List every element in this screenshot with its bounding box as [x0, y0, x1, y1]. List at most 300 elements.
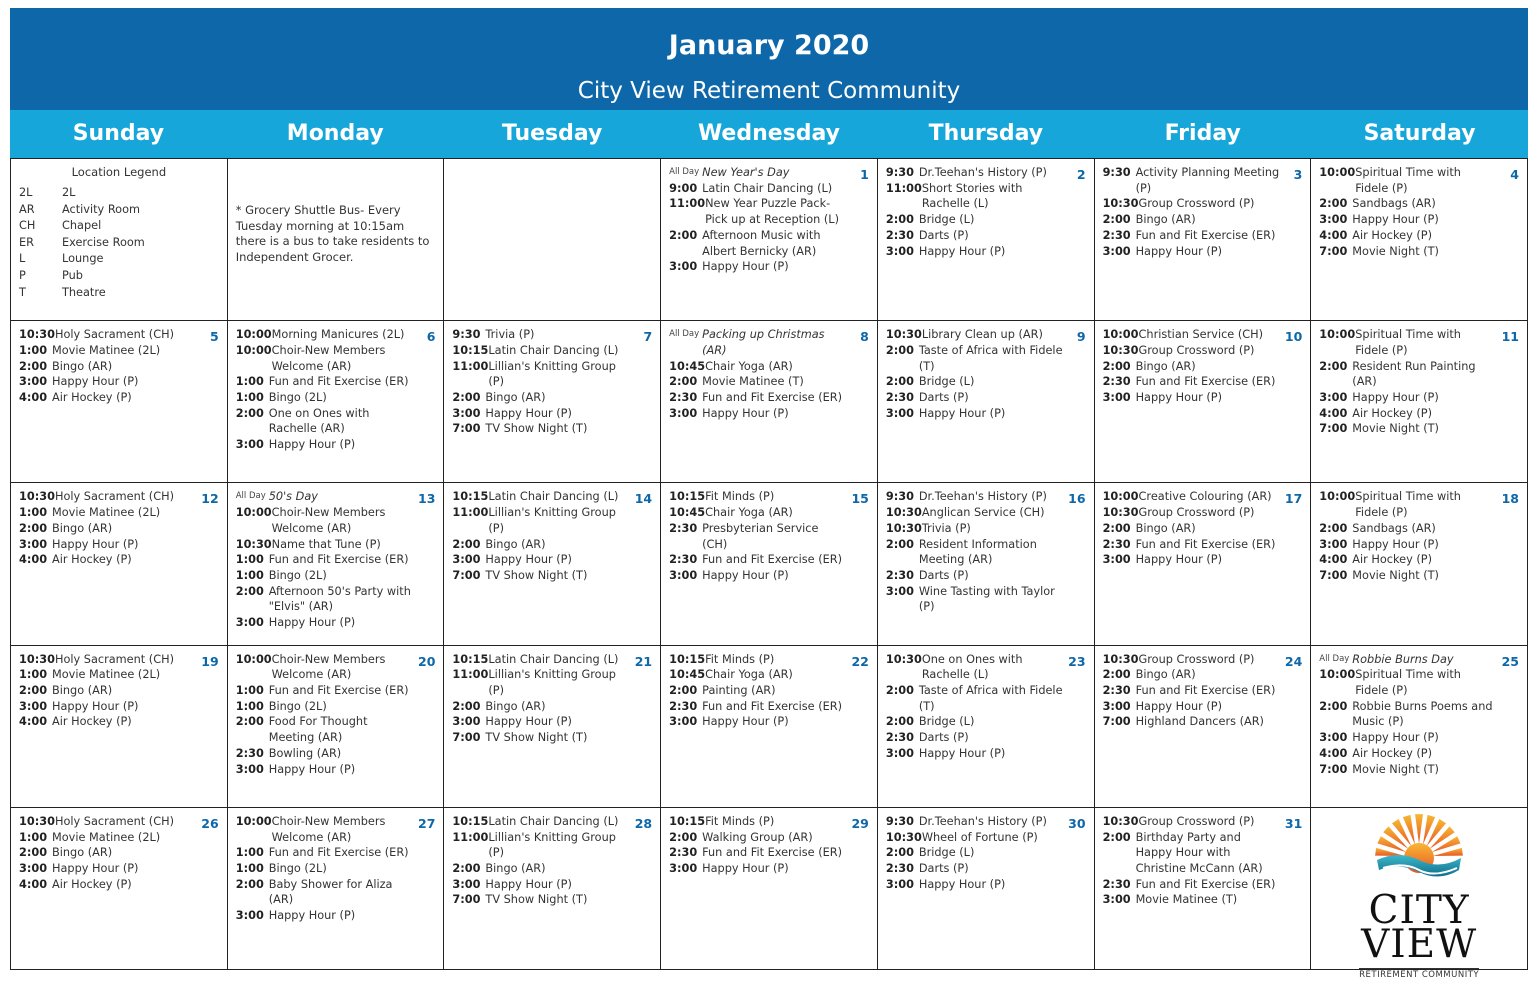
event-time: 3:00 — [1102, 893, 1131, 907]
event-row — [886, 327, 1086, 343]
event-time: 11:00 — [452, 830, 489, 844]
day-cell-22 — [661, 646, 878, 808]
day-number: 11 — [1501, 329, 1519, 345]
event-name: Darts (P) — [918, 731, 969, 745]
event-name: Chair Yoga (AR) — [705, 359, 793, 373]
sun-logo-icon — [1369, 810, 1469, 890]
event-time: 10:30 — [885, 652, 922, 666]
event-time: 7:00 — [1319, 762, 1348, 776]
event-row — [19, 327, 219, 343]
event-row — [669, 667, 869, 683]
day-number: 23 — [1068, 653, 1086, 669]
event-time: 2:00 — [19, 359, 48, 373]
event-row — [669, 259, 869, 275]
event-name: Happy Hour (P) — [268, 616, 356, 630]
event-name: Movie Night (T) — [1352, 568, 1439, 582]
legend-row — [19, 218, 219, 235]
event-name: Fit Minds (P) — [705, 490, 775, 504]
day-number: 3 — [1293, 167, 1303, 182]
event-row — [669, 181, 869, 197]
event-name: Bingo (2L) — [268, 699, 327, 713]
event-time: 10:15 — [669, 814, 706, 828]
event-row — [236, 699, 436, 715]
day-cell-30 — [878, 808, 1095, 970]
event-time: 2:30 — [669, 846, 698, 860]
event-row — [886, 845, 1086, 861]
event-row — [1319, 327, 1519, 358]
event-row — [1319, 165, 1519, 196]
event-name: Bridge (L) — [918, 375, 975, 389]
event-row — [886, 714, 1086, 730]
event-name: Taste of Africa with Fidele (T) — [918, 684, 1063, 713]
day-number: 6 — [426, 329, 436, 345]
event-row — [236, 861, 436, 877]
event-row — [452, 667, 652, 698]
legend-row — [19, 285, 219, 302]
event-time: 10:30 — [1102, 814, 1139, 828]
event-name: Air Hockey (P) — [1352, 406, 1432, 420]
event-name: Movie Matinee (2L) — [52, 506, 161, 520]
event-row — [19, 830, 219, 846]
event-row — [1319, 762, 1519, 778]
event-name: One on Ones with Rachelle (L) — [921, 652, 1023, 682]
shuttle-note-cell — [228, 159, 445, 321]
event-name: Spiritual Time with Fidele (P) — [1355, 490, 1461, 520]
event-name: Activity Planning Meeting (P) — [1135, 166, 1280, 195]
legend-code: P — [19, 268, 26, 282]
event-row — [669, 683, 869, 699]
event-name: Happy Hour (P) — [485, 553, 572, 567]
day-cell-4 — [1311, 159, 1528, 321]
event-name: Bridge (L) — [918, 846, 975, 860]
event-time: 4:00 — [19, 391, 48, 404]
event-name: Bingo (AR) — [52, 684, 113, 697]
event-name: Robbie Burns Day — [1352, 652, 1454, 666]
event-name: Taste of Africa with Fidele (T) — [918, 343, 1063, 373]
event-row — [452, 327, 652, 343]
event-name: Fun and Fit Exercise (ER) — [268, 553, 409, 567]
event-row — [452, 730, 652, 746]
event-time: 2:00 — [452, 861, 481, 875]
event-time: 9:30 — [885, 166, 914, 179]
event-row — [1103, 537, 1303, 553]
event-time: 9:00 — [669, 181, 698, 195]
event-name: Movie Night (T) — [1352, 422, 1439, 436]
event-time: 2:00 — [669, 228, 698, 242]
event-time: 10:15 — [669, 652, 706, 666]
event-name: Happy Hour (P) — [702, 715, 789, 729]
event-row — [886, 814, 1086, 830]
event-row — [452, 390, 652, 406]
day-cell-2 — [878, 159, 1095, 321]
event-time: 2:30 — [885, 731, 914, 745]
event-time: 2:00 — [1102, 359, 1131, 373]
event-name: Choir-New Members Welcome (AR) — [271, 343, 386, 373]
weekday-saturday: Saturday — [1363, 121, 1476, 146]
event-name: Fun and Fit Exercise (ER) — [702, 846, 843, 860]
event-name: Choir-New Members Welcome (AR) — [271, 506, 386, 535]
event-time: 3:00 — [19, 699, 48, 713]
event-time: 10:30 — [1102, 197, 1139, 211]
event-row — [669, 489, 869, 505]
calendar-subtitle: City View Retirement Community — [577, 78, 961, 104]
day-number: 10 — [1284, 329, 1303, 345]
event-row — [886, 830, 1086, 846]
day-number: 13 — [418, 491, 436, 507]
event-time: 10:15 — [452, 814, 489, 828]
event-name: Latin Chair Dancing (L) — [488, 652, 619, 666]
day-cell-31 — [1095, 808, 1312, 970]
event-name: Bingo (AR) — [1135, 359, 1196, 373]
day-number: 4 — [1510, 167, 1519, 182]
legend-location: Pub — [62, 268, 83, 282]
event-row — [886, 652, 1086, 683]
event-time: 2:30 — [885, 568, 914, 582]
event-time: 10:00 — [235, 343, 272, 357]
event-name: New Year's Day — [702, 166, 790, 179]
event-row — [19, 521, 219, 537]
event-name: Fun and Fit Exercise (ER) — [268, 375, 409, 389]
event-time: All Day — [235, 491, 266, 502]
event-time: 2:00 — [1102, 521, 1131, 535]
event-name: Happy Hour (P) — [1135, 391, 1223, 404]
weekday-tuesday: Tuesday — [501, 121, 603, 146]
event-row — [669, 714, 869, 730]
event-name: Movie Matinee (2L) — [52, 668, 161, 682]
event-row — [1103, 359, 1303, 375]
event-name: Happy Hour (P) — [702, 568, 789, 582]
event-name: Dr.Teehan's History (P) — [918, 166, 1047, 179]
event-name: Sandbags (AR) — [1352, 521, 1436, 535]
event-name: Morning Manicures (2L) — [271, 328, 405, 342]
event-row — [236, 374, 436, 390]
day-cell-3 — [1095, 159, 1312, 321]
day-number: 12 — [201, 491, 219, 507]
event-name: Spiritual Time with Fidele (P) — [1355, 668, 1461, 697]
event-time: 1:00 — [235, 861, 264, 875]
day-cell-29 — [661, 808, 878, 970]
event-time: 2:00 — [235, 406, 264, 420]
event-time: 1:00 — [235, 391, 264, 404]
event-row — [19, 845, 219, 861]
event-row — [669, 552, 869, 568]
day-number: 15 — [851, 491, 869, 507]
event-row — [1319, 196, 1519, 212]
event-row — [1103, 505, 1303, 521]
event-name: Happy Hour (P) — [1352, 213, 1439, 227]
event-time: 2:00 — [452, 391, 481, 404]
event-name: Happy Hour (P) — [268, 438, 356, 452]
day-cell-21 — [444, 646, 661, 808]
event-row — [452, 714, 652, 730]
event-row — [886, 683, 1086, 714]
legend-code: L — [19, 252, 26, 266]
event-time: 11:00 — [452, 506, 489, 520]
event-name: Lillian's Knitting Group (P) — [488, 830, 616, 860]
event-row — [1103, 489, 1303, 505]
event-time: 4:00 — [1319, 228, 1348, 242]
event-name: Darts (P) — [918, 391, 969, 404]
event-row — [236, 537, 436, 553]
event-time: 1:00 — [235, 553, 264, 567]
event-name: Creative Colouring (AR) — [1138, 490, 1272, 504]
event-time: 10:00 — [1102, 328, 1139, 342]
event-name: Spiritual Time with Fidele (P) — [1355, 328, 1461, 357]
event-time: 10:30 — [235, 537, 272, 551]
event-row — [886, 861, 1086, 877]
event-row — [886, 181, 1086, 212]
event-row — [1319, 699, 1519, 730]
event-name: Presbyterian Service (CH) — [702, 521, 819, 551]
event-time: 11:00 — [669, 197, 706, 211]
event-row — [236, 714, 436, 745]
day-cell-13 — [228, 483, 445, 645]
event-name: Air Hockey (P) — [52, 877, 132, 891]
event-time: 2:00 — [235, 877, 264, 891]
day-number: 18 — [1501, 491, 1519, 507]
event-time: 2:00 — [885, 375, 914, 389]
event-row — [452, 652, 652, 668]
event-time: 1:00 — [235, 699, 264, 713]
event-time: 2:00 — [669, 375, 698, 389]
event-name: Group Crossword (P) — [1138, 197, 1255, 211]
event-name: Bingo (AR) — [1135, 521, 1196, 535]
event-name: Happy Hour (P) — [702, 406, 789, 420]
event-row — [669, 845, 869, 861]
event-time: 10:30 — [885, 830, 922, 844]
event-name: Food For Thought Meeting (AR) — [268, 715, 368, 745]
day-number: 14 — [634, 491, 653, 507]
event-name: Fun and Fit Exercise (ER) — [1135, 877, 1276, 891]
event-name: Fun and Fit Exercise (ER) — [1135, 537, 1276, 551]
event-row — [19, 489, 219, 505]
event-name: Happy Hour (P) — [918, 406, 1006, 420]
event-time: 10:00 — [235, 652, 272, 666]
event-row — [19, 814, 219, 830]
event-name: Fun and Fit Exercise (ER) — [1135, 228, 1276, 242]
event-row — [19, 537, 219, 553]
event-name: Wheel of Fortune (P) — [921, 830, 1038, 844]
event-row — [236, 584, 436, 615]
event-time: All Day — [1319, 653, 1350, 664]
event-time: 11:00 — [885, 181, 922, 195]
event-row — [452, 359, 652, 390]
day-cell-20 — [228, 646, 445, 808]
day-number: 17 — [1284, 491, 1303, 507]
event-row — [19, 877, 219, 893]
event-row — [886, 212, 1086, 228]
event-row — [452, 892, 652, 908]
event-row — [19, 861, 219, 877]
day-cell-1 — [661, 159, 878, 321]
event-row — [19, 359, 219, 375]
event-row — [236, 762, 436, 778]
event-row — [669, 390, 869, 406]
event-name: Bingo (AR) — [52, 521, 113, 535]
day-cell-6 — [228, 321, 445, 483]
event-row — [452, 421, 652, 437]
event-time: 2:00 — [235, 715, 264, 729]
event-row — [236, 908, 436, 924]
day-number: 28 — [634, 815, 653, 831]
event-time: 11:00 — [452, 668, 489, 682]
event-row — [669, 652, 869, 668]
event-name: Fun and Fit Exercise (ER) — [268, 684, 409, 697]
event-row — [1103, 877, 1303, 893]
calendar-grid — [10, 158, 1528, 980]
event-name: Wine Tasting with Taylor (P) — [918, 584, 1055, 614]
event-name: Happy Hour (P) — [52, 537, 139, 551]
event-time: 11:00 — [452, 359, 489, 373]
event-time: 1:00 — [235, 375, 264, 389]
event-name: Choir-New Members Welcome (AR) — [271, 814, 386, 844]
event-time: 4:00 — [1319, 746, 1348, 760]
event-time: 3:00 — [1319, 213, 1348, 227]
event-name: Darts (P) — [918, 861, 969, 875]
event-row — [1103, 327, 1303, 343]
event-time: 3:00 — [19, 537, 48, 551]
weekday-sunday: Sunday — [72, 121, 165, 146]
event-row — [669, 406, 869, 422]
legend-location: Exercise Room — [62, 235, 145, 249]
event-time: 10:30 — [1102, 506, 1139, 520]
event-row — [1103, 699, 1303, 715]
event-name: Chair Yoga (AR) — [705, 668, 793, 682]
day-number: 2 — [1076, 167, 1086, 182]
event-time: 10:00 — [1102, 490, 1139, 504]
event-name: Bingo (2L) — [268, 391, 327, 404]
event-row — [236, 552, 436, 568]
event-time: 2:30 — [669, 553, 698, 567]
day-cell-7 — [444, 321, 661, 483]
event-row — [452, 343, 652, 359]
event-time: 3:00 — [669, 406, 698, 420]
event-row — [1319, 568, 1519, 584]
event-time: 2:30 — [1102, 877, 1131, 891]
event-time: 3:00 — [1319, 537, 1348, 551]
event-name: Dr.Teehan's History (P) — [918, 814, 1047, 828]
event-time: 2:00 — [452, 537, 481, 551]
day-number: 29 — [851, 815, 869, 831]
location-legend — [11, 159, 228, 321]
event-name: Name that Tune (P) — [271, 537, 381, 551]
event-name: Happy Hour (P) — [485, 877, 572, 891]
event-time: 9:30 — [885, 814, 914, 828]
event-time: All Day — [669, 167, 700, 177]
event-time: 2:00 — [885, 213, 914, 227]
event-row — [1103, 830, 1303, 877]
event-name: Happy Hour (P) — [1352, 731, 1439, 745]
event-name: Latin Chair Dancing (L) — [488, 814, 619, 828]
event-row — [886, 489, 1086, 505]
event-name: Christian Service (CH) — [1138, 328, 1264, 342]
legend-title: Location Legend — [71, 165, 167, 179]
event-name: Highland Dancers (AR) — [1135, 715, 1264, 729]
event-time: 10:30 — [885, 328, 922, 342]
event-row — [236, 390, 436, 406]
event-name: Movie Matinee (2L) — [52, 343, 161, 357]
event-time: 1:00 — [19, 343, 48, 357]
day-cell-28 — [444, 808, 661, 970]
event-time: 10:30 — [19, 328, 55, 342]
event-row — [1103, 165, 1303, 196]
event-name: Bingo (2L) — [268, 861, 327, 875]
event-row — [886, 568, 1086, 584]
event-time: 3:00 — [885, 746, 914, 760]
event-name: Choir-New Members Welcome (AR) — [271, 652, 386, 682]
event-row — [669, 374, 869, 390]
event-name: Happy Hour (P) — [52, 375, 139, 389]
day-cell-15 — [661, 483, 878, 645]
event-row — [236, 652, 436, 683]
all-day-event — [669, 165, 869, 181]
event-time: 2:00 — [885, 684, 914, 697]
event-time: 7:00 — [452, 568, 481, 582]
event-row — [886, 406, 1086, 422]
event-time: 2:00 — [885, 537, 914, 551]
event-time: 1:00 — [235, 568, 264, 582]
event-name: Happy Hour (P) — [485, 406, 572, 420]
event-name: Air Hockey (P) — [52, 391, 132, 404]
event-name: Holy Sacrament (CH) — [54, 490, 174, 504]
event-name: Happy Hour (P) — [1135, 244, 1223, 258]
event-row — [886, 877, 1086, 893]
event-row — [669, 699, 869, 715]
event-row — [1103, 244, 1303, 260]
event-row — [1103, 814, 1303, 830]
event-row — [669, 830, 869, 846]
event-name: Air Hockey (P) — [1352, 553, 1432, 567]
logo-subtitle-wrap — [1311, 962, 1527, 981]
day-number: 7 — [643, 329, 653, 345]
legend-code: AR — [19, 202, 35, 216]
event-row — [452, 552, 652, 568]
event-time: 1:00 — [235, 684, 264, 697]
event-name: Fit Minds (P) — [705, 652, 775, 666]
event-time: 10:30 — [19, 814, 55, 828]
event-name: Birthday Party and Happy Hour with Christine McCann (AR) — [1135, 830, 1263, 875]
legend-location: 2L — [62, 186, 76, 199]
event-row — [236, 437, 436, 453]
event-name: Bingo (AR) — [1135, 213, 1196, 227]
logo-city-text: CITY — [1368, 887, 1470, 933]
event-row — [19, 390, 219, 406]
event-time: 2:00 — [452, 699, 481, 713]
event-row — [886, 746, 1086, 762]
event-row — [669, 359, 869, 375]
event-time: 10:30 — [885, 506, 922, 520]
event-time: 2:30 — [669, 391, 698, 404]
event-name: Latin Chair Dancing (L) — [702, 181, 833, 195]
logo-view-text: VIEW — [1361, 921, 1478, 967]
event-name: 50's Day — [268, 490, 318, 504]
day-cell-18 — [1311, 483, 1528, 645]
event-name: New Year Puzzle Pack- Pick up at Reception (L) — [705, 197, 839, 227]
event-time: 4:00 — [19, 553, 48, 567]
event-time: 4:00 — [1319, 553, 1348, 567]
day-cell-9 — [878, 321, 1095, 483]
event-name: Fun and Fit Exercise (ER) — [702, 391, 843, 404]
event-row — [1103, 521, 1303, 537]
day-number: 1 — [860, 167, 869, 182]
day-cell-12 — [11, 483, 228, 645]
event-time: 3:00 — [19, 375, 48, 389]
legend-row — [19, 235, 219, 252]
event-row — [1103, 228, 1303, 244]
event-time: 3:00 — [885, 584, 914, 598]
event-row — [886, 374, 1086, 390]
event-row — [886, 521, 1086, 537]
